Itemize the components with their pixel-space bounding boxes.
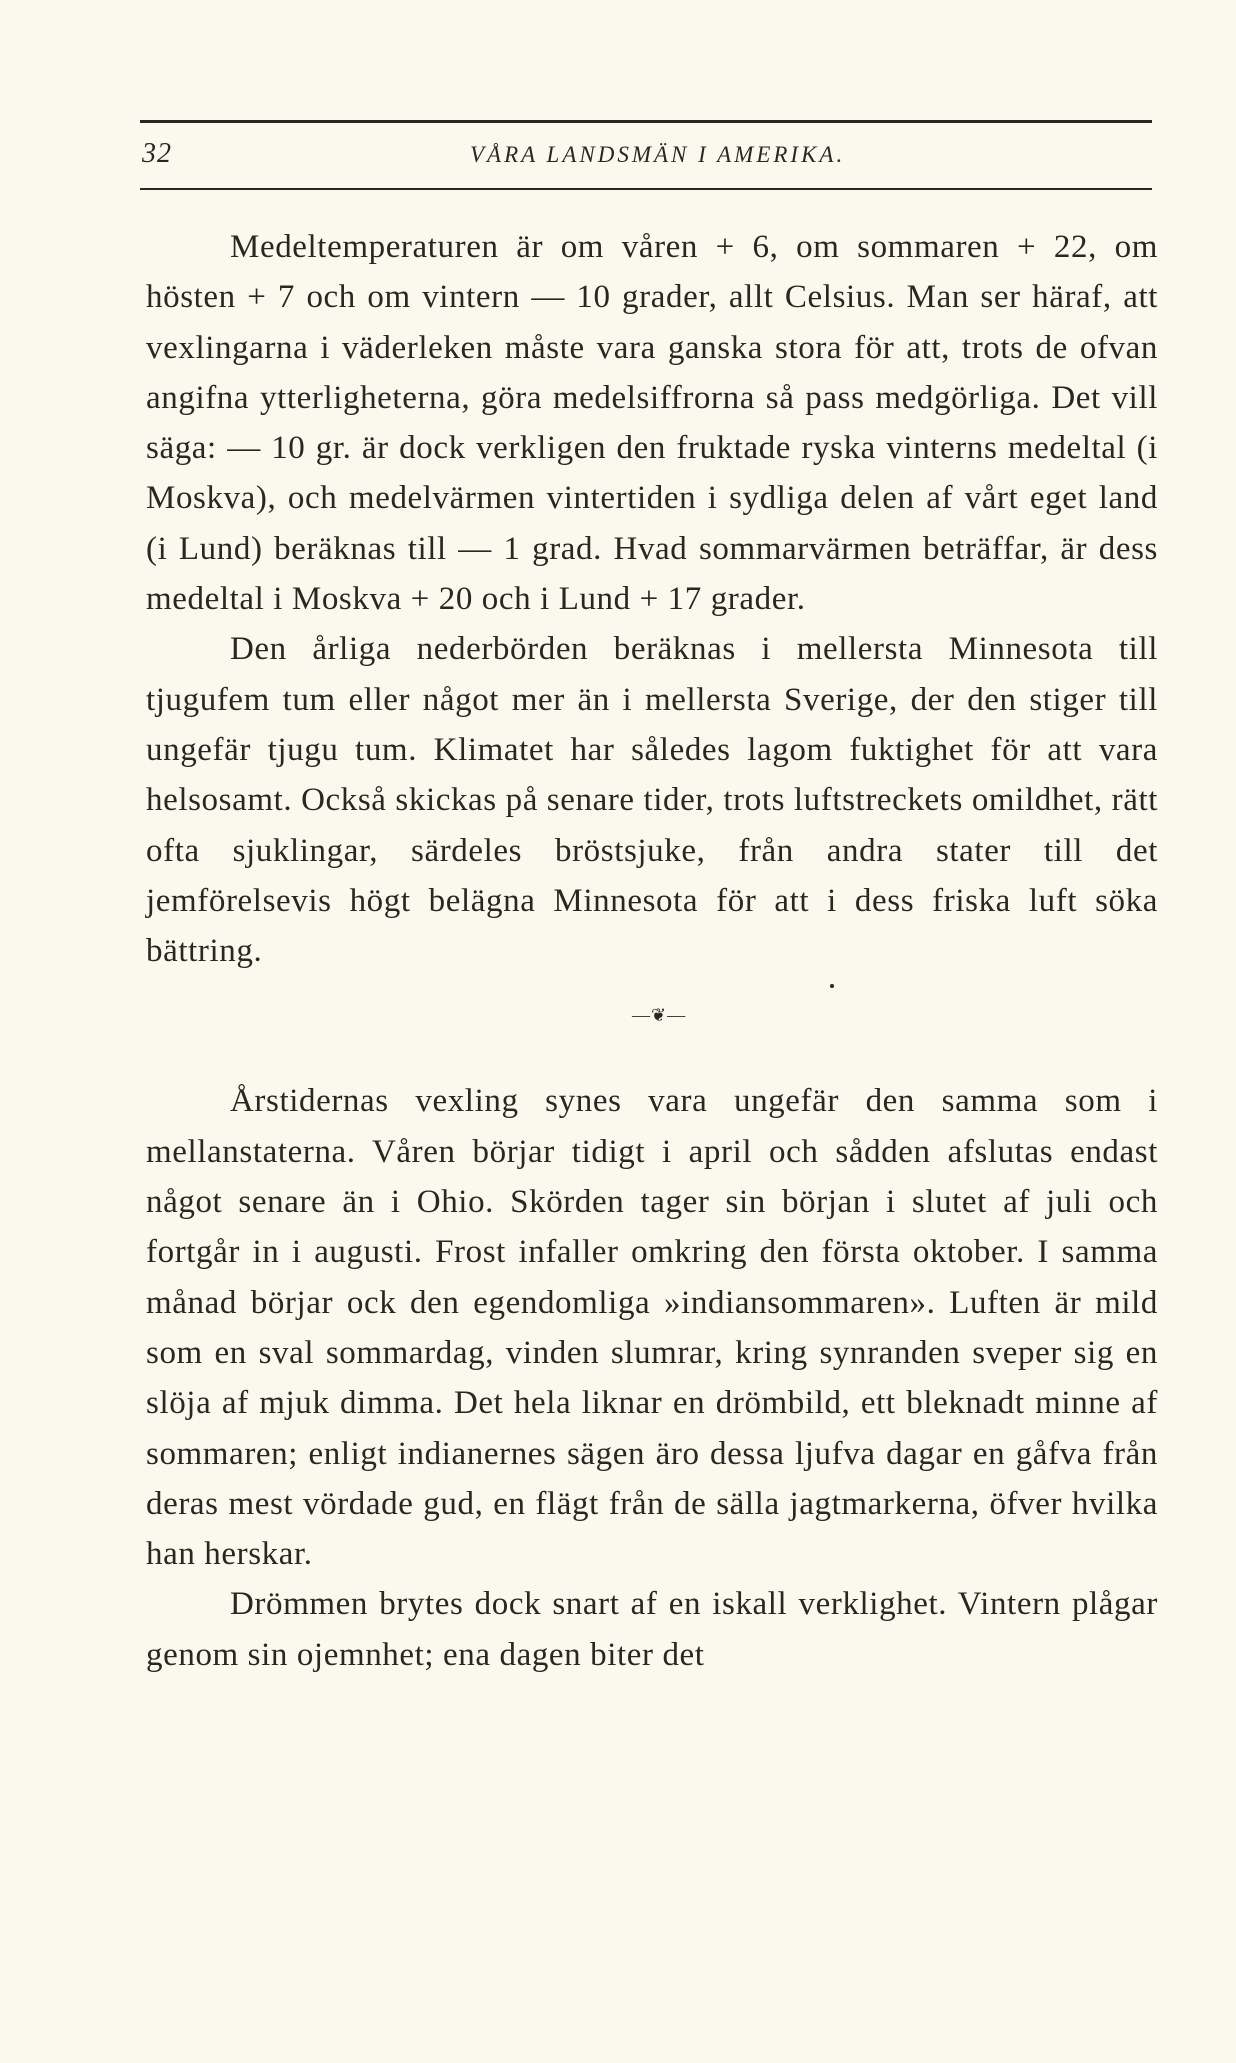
ornament-glyph: —❦— (632, 1005, 687, 1026)
header-bottom-rule (140, 188, 1152, 190)
header-top-rule (140, 120, 1152, 123)
section-ornament (146, 976, 1158, 1076)
body-text (146, 222, 1158, 1680)
page-number: 32 (142, 138, 172, 169)
running-head (142, 130, 1152, 180)
paragraph-temperature: Medeltemperaturen är om våren + 6, om sommaren + 22, om hösten + 7 och om vintern — 10 grader, allt Celsius. Man ser häraf, att vexlingarna i väderleken måste vara ganska stora för att, trots de ofvan angifna ytterligheterna, göra medelsiffrorna så pass medgörliga. Det vill säga: — 10 gr. är dock verkligen den fruktade ryska vinterns medeltal (i Moskva), och medelvärmen vintertiden i sydliga delen af vårt eget land (i Lund) beräknas till — 1 grad. Hvad sommarvärmen beträffar, är dess medeltal i Moskva + 20 och i Lund + 17 grader. (146, 229, 1158, 618)
paragraph-precipitation: Den årliga nederbörden beräknas i mellersta Minnesota till tjugufem tum eller något mer än i mellersta Sverige, der den stiger till ungefär tjugu tum. Klimatet har således lagom fuktighet för att vara helsosamt. Också skickas på senare tider, trots luftstreckets omildhet, rätt ofta sjuklingar, särdeles bröstsjuke, från andra stater till det jemförelsevis högt belägna Minnesota för att i dess friska luft söka bättring. (146, 631, 1159, 970)
ornament-dot (830, 984, 834, 988)
running-title: VÅRA LANDSMÄN I AMERIKA. (470, 142, 846, 167)
paragraph-seasons: Årstidernas vexling synes vara ungefär den samma som i mellanstaterna. Våren börjar tidigt i april och sådden afslutas endast något senare än i Ohio. Skörden tager sin början i slutet af juli och fortgår in i augusti. Frost infaller omkring den första oktober. I samma månad börjar ock den egendomliga »indiansommaren». Luften är mild som en sval sommardag, vinden slumrar, kring synranden sveper sig en slöja af mjuk dimma. Det hela liknar en drömbild, ett bleknadt minne af sommaren; enligt indianernes sägen äro dessa ljufva dagar en gåfva från deras mest vördade gud, en flägt från de sälla jagtmarkerna, öfver hvilka han herskar. (146, 1083, 1158, 1573)
paragraph-winter: Drömmen brytes dock snart af en iskall verklighet. Vintern plågar genom sin ojemnhet; ena dagen biter det (146, 1586, 1158, 1673)
